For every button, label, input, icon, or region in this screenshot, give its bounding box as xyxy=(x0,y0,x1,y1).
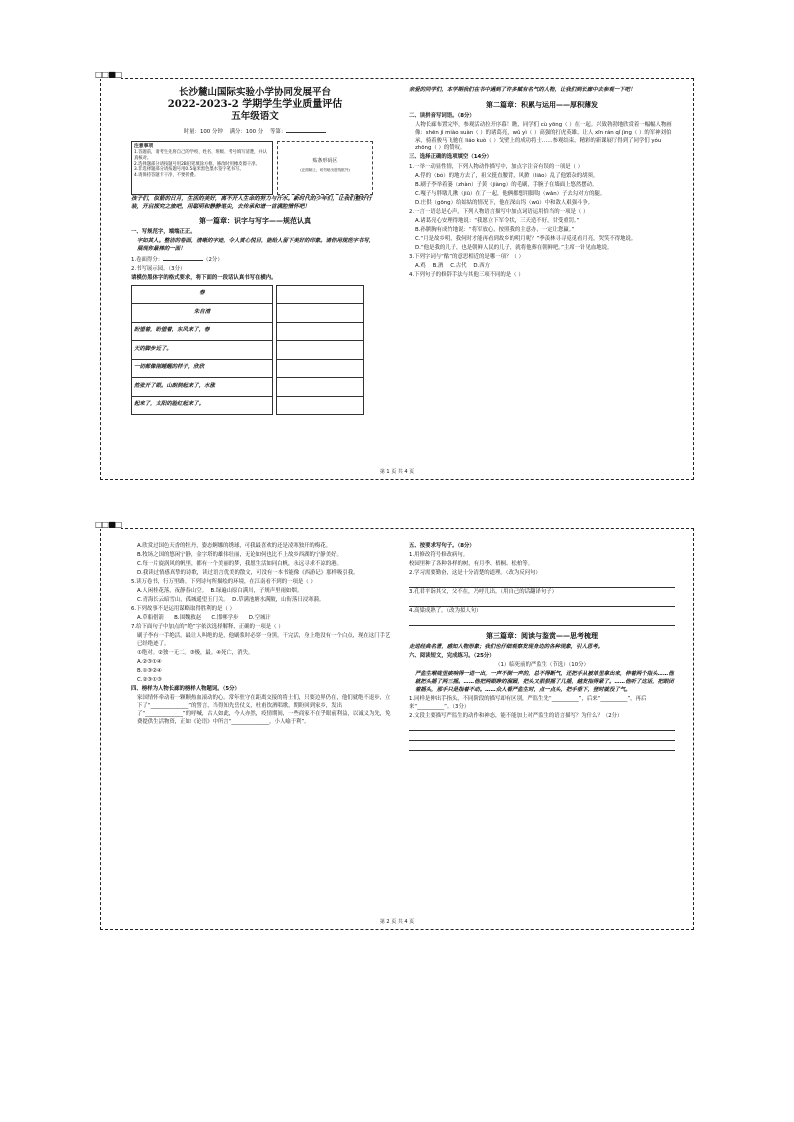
notice-line: 4.请保持答题卡干净，不要折叠。 xyxy=(134,173,199,179)
intro-text: 孩子们，似箭的日月，生活的美好，离不开人生命的努力与汗水。新时代的少年们，让我们整好行装，开启探究之旅吧，用聪明和静静笔尖，去传承和谱一首满腔情怀吧！ xyxy=(131,195,372,210)
option: A.俘的（bó）的地方去了，祖父挺直腰背，风掀（liāo）乱了他繁杂的胡须。 xyxy=(415,172,599,179)
poem-author: 朱自清 xyxy=(132,304,273,323)
q3-3-options: A.鸡 B.酒 C.古代 D.西方 xyxy=(415,262,491,269)
option: C.每一片旋涡风的帆里，都有一个美丽的梦，我愿生活如同白帆，永远寻求不凉的港。 xyxy=(137,561,342,568)
q7-defs: ①绝对。②独一无二。③极，最。④死亡，消失。 xyxy=(137,650,254,656)
poem-line: 盼望着，盼望着，东风来了，春 xyxy=(132,322,273,341)
poem-line: 然张开了眼。山朗润起来了，水涨 xyxy=(132,378,273,397)
term-title: 2022-2023-2 学期学生学业质量评估 xyxy=(167,98,343,110)
answer-line[interactable] xyxy=(409,722,675,731)
answer-line[interactable] xyxy=(409,579,675,588)
barcode-title: 贴条形码区 xyxy=(312,157,338,164)
q1-text: 字如其人。整洁的卷面，清晰的字迹，令人赏心悦目，能给人留下美好的印象。请你用规范字书写，展现你最棒的一面！ xyxy=(137,237,375,252)
option: D.庄供（gōng）给姑姑的情况下，他在深山坞（wū）中和敌人艰强斗争。 xyxy=(415,199,594,206)
q2-text: 人物长廊布置完毕，参观活动拉开序幕！瞧，同学们 cù yōng（ ）在一起。兴致勃勃地欣赏着一幅幅人物画像：shēn jì miào suàn（ ）的诸葛亮，wǔ yì（ ）高强的打虎英雄，让人 xīn rán qǐ jìng（ ）的军神刘伯承，骑着骏马飞驰在 liáo kuò（ ）戈壁上的成功将士……参观结束，精彩的新课展厅得到了同学们 yóu zhōng（ ）的赞叹。 xyxy=(415,121,672,152)
answer-line[interactable] xyxy=(409,732,675,741)
q1-sub2: 2.书写展示园。（3分） xyxy=(131,265,186,272)
q3-1: 1.一举一动显性情，下列人物动作描写中，加点字注音有误的一项是（ ） xyxy=(409,163,583,170)
option: C.②③①③ xyxy=(137,677,162,684)
q5-options: C.青海长云暗雪山，孤城遥望玉门关。 D.草满池塘水满陂，山衔落日浸寒漪。 xyxy=(137,597,325,604)
option: A.②③①④ xyxy=(137,659,162,666)
notice-line: 3.非选择题部分请按题号用0.5毫米黑色墨水签字笔书写。 xyxy=(134,167,244,173)
passage-q1: 1.同样是伸出手指头，不同阶段的描写却有区别，严监生先“__________”，后来“__________”，再后来“__________”。（3分） xyxy=(409,695,647,710)
sheet-page-1 xyxy=(95,70,694,480)
poem-line: 天的脚步近了。 xyxy=(132,341,273,360)
q5-options: A.人闲桂花落，夜静春山空。 B.绿遍山原白满川，子规声里雨如烟。 xyxy=(137,588,303,595)
option: D.我读过情感真挚的诗歌，读过语言优美的散文，可没有一本书能像《西游记》那样吸引我。 xyxy=(137,570,359,577)
page2-left-column xyxy=(131,543,393,728)
school-title: 长沙麓山国际实验小学协同发展平台 xyxy=(178,87,331,98)
poem-line: 一切都像刚睡醒的样子，欣欣 xyxy=(132,359,273,378)
barcode-sub: (正面朝上，切勿贴出虚线框外) xyxy=(300,167,350,172)
section-1-title: 第一篇章：识字与写字——规范认真 xyxy=(199,216,311,225)
q1-sub1: 1.卷面得分： （2分） xyxy=(131,256,223,263)
q3-3: 3.下列字词与“酤”的意思相近的是哪一项？（ ） xyxy=(409,253,524,260)
q1-title: 一、写规范字，端端正正。 xyxy=(131,228,196,235)
notice-line: 2.选择题部分请按题号用2B铅笔填涂方框，修改时用橡皮擦干净。 xyxy=(134,161,260,167)
poem-line: 起来了，太阳的脸红起来了。 xyxy=(132,396,273,415)
score-blank[interactable] xyxy=(163,255,203,261)
option: B.孙膑胸有成竹地说：“将军放心，按照我的主意办，一定让您赢。” xyxy=(415,226,575,233)
exam-meta xyxy=(131,127,379,137)
passage-title: （1）临死前的严监生（节选）（10分） xyxy=(495,662,589,669)
section-3-intro: 走进经典名著，感知人物形象；我们也仔细观察发现身边的各种现象，引人思考。 xyxy=(409,644,604,651)
q3-4: 4.下列句子的修辞手法与其他三项不同的是（ ） xyxy=(409,271,524,278)
answer-line[interactable] xyxy=(409,598,675,607)
score-label: 满分：100 分 xyxy=(229,128,264,135)
q1-instruct: 请模仿黑体字的格式要求，将下面的一段话认真书写在横内。 xyxy=(131,274,277,281)
q5-2: 2.学习需要勤奋，这是十分清楚的道理。（改为反问句） xyxy=(409,570,541,577)
option: A.诸葛亮心安理得地说：“我愿立下军令状，三天造不好，甘受重罚。” xyxy=(415,217,580,224)
grade-blank[interactable] xyxy=(286,127,326,133)
answer-line[interactable] xyxy=(409,742,675,751)
q8-title: 四、榜样为人物长廊的榜样人物题词。（5分） xyxy=(131,686,240,693)
passage-q2: 2.文段主要描写严监生的动作和神态，能不能加上对严监生的语言描写？为什么？（2分） xyxy=(409,712,623,719)
q5-title: 五、按要求写句子。（8分） xyxy=(409,543,475,549)
q3-2: 2.一言一语总是心声，下列人物语言描写中加点词语运用恰当的一项是（ ） xyxy=(409,208,589,215)
q6-options: A.草船借箭 B.围魏救赵 C.邯郸学步 D.空城计 xyxy=(137,615,271,622)
notice-line: 1.答题前，请考生先将自己的学校、姓名、班级、考号填写清楚，并认真核对。 xyxy=(134,150,268,161)
q5-4: 4.高粱成熟了。（改为拟人句） xyxy=(409,608,482,615)
section-2-title: 第二篇章：积累与运用——厚积薄发 xyxy=(486,100,598,109)
q5: 5.读万卷书，行万里路。下列诗句所描绘的环境，在江南看不到的一项是（ ） xyxy=(131,579,316,586)
section-3-title: 第三篇章：阅读与鉴赏——思考梳理 xyxy=(486,632,598,641)
q5-3: 3.孔君平诣其父，父不在，乃呼儿出。（用自己的话翻译句子） xyxy=(409,589,557,596)
grade-label: 等第： xyxy=(270,128,287,135)
notice-title: 注意事项 xyxy=(134,143,154,149)
option: C.“月是故乡明，我何时才能再看到故乡的明月呢？”季羡林寻寻觅觅看月亮，哭笑不得地说。 xyxy=(415,235,637,242)
q6-title: 六、阅读短文，完成练习。（25分） xyxy=(409,653,495,660)
corner-mark-icon: □□■□ xyxy=(95,70,122,79)
option: B.①③②④ xyxy=(137,668,162,675)
option: D.“他是我的儿子，也是朝鲜人民的儿子，就将他葬在朝鲜吧。”主席一针见血地说。 xyxy=(415,244,613,251)
q5-1-text: 校园里种了各种各样的树，有月季、梧桐、松柏等。 xyxy=(409,561,533,568)
writing-grid[interactable] xyxy=(276,285,364,416)
sheet-page-2 xyxy=(95,520,694,930)
answer-line[interactable] xyxy=(409,617,675,626)
q2-title: 二、读拼音写词语。（8分） xyxy=(409,112,475,119)
barcode-area[interactable] xyxy=(277,141,373,195)
page-footer: 第 2 页 共 4 页 xyxy=(379,919,415,925)
q3-title: 三、选择正确的选项填空（14分） xyxy=(409,154,492,161)
q6: 6.下列故事不是运用谋略取得胜利的是（ ） xyxy=(131,606,235,613)
right-intro: 亲爱的同学们，本学期我们在书中遇到了许多赋有名气的人物，让我们到长廊中去参观一下吧！ xyxy=(409,87,636,93)
option: B.刷子李举着篓（zhàn）子黄（jiàng）的毛刷，手腕子在墙面上悠然摆动。 xyxy=(415,181,598,188)
q5-1: 1.用修改符号修改病句。 xyxy=(409,552,469,559)
page-footer: 第 1 页 共 4 页 xyxy=(379,469,415,475)
page1-left-column xyxy=(131,87,379,415)
page1-right-column xyxy=(409,87,675,281)
subject-title: 五年级语文 xyxy=(231,111,279,123)
q7: 7.给下面句子中加点的“绝”字依次选择解释，正确的一项是（ ） xyxy=(131,624,284,631)
q8-text: 家国情怀牵动着一颗颗热血滚动的心。常年驻守在距离交接的将士们，只要边界仍在，他们就绝不退步，立下了“______________”的誓言，当得知先岳仗义，杜甫饮酒唱歌，期盼回到家乡，发出了“______________”的呼喊，古人如此，今人亦然，疫情期间，一些商家不在乎眼前利益，以诚义为先，免费提供生活物资，正如《论语》中所言“______________，小人喻于利”。 xyxy=(137,695,391,725)
page2-right-column xyxy=(409,543,675,752)
passage-text: 严监生喉咙里痰响得一进一出，一声不倒一声的，总不得断气，还把手从被单里拿出来，伸着两个指头……他就把头摇了两三摇。……他把两眼睁的溜圆，把头又狠狠摇了几摇，越发指得紧了。……他听了这话，把眼闭着摇头，那手只是指着不动。……众人看严监生时，点一点头，把手垂下，登时就没了气。 xyxy=(415,671,674,693)
q7-text: 刷子李有一手绝活，最让人叫绝的是，他刷浆时必穿一身黑，干完活，身上绝没有一个白点，现在这门手艺已经绝迹了。 xyxy=(137,633,391,647)
poem-title: 春 xyxy=(132,285,273,304)
option: C.嘎子与胖墩儿揪（jiū）在了一起，他俩都想用脚钩（wǎn）子去勾对方的腿。 xyxy=(415,190,606,197)
notice-box xyxy=(131,141,273,195)
poem-table xyxy=(131,285,273,416)
time-label: 时量：100 分钟 xyxy=(183,128,223,135)
option: B.牧场之国的悠闲宁静，金字塔的雄伟壮丽，无论如何也比不上故乡西湖的宁静美好。 xyxy=(137,552,342,559)
option: A.欣赏过国色天香的牡丹，姿态婀娜的绣球，可我最喜欢的还是凌寒独开的梅花。 xyxy=(137,543,331,549)
corner-mark-icon: □□■□ xyxy=(95,520,122,529)
